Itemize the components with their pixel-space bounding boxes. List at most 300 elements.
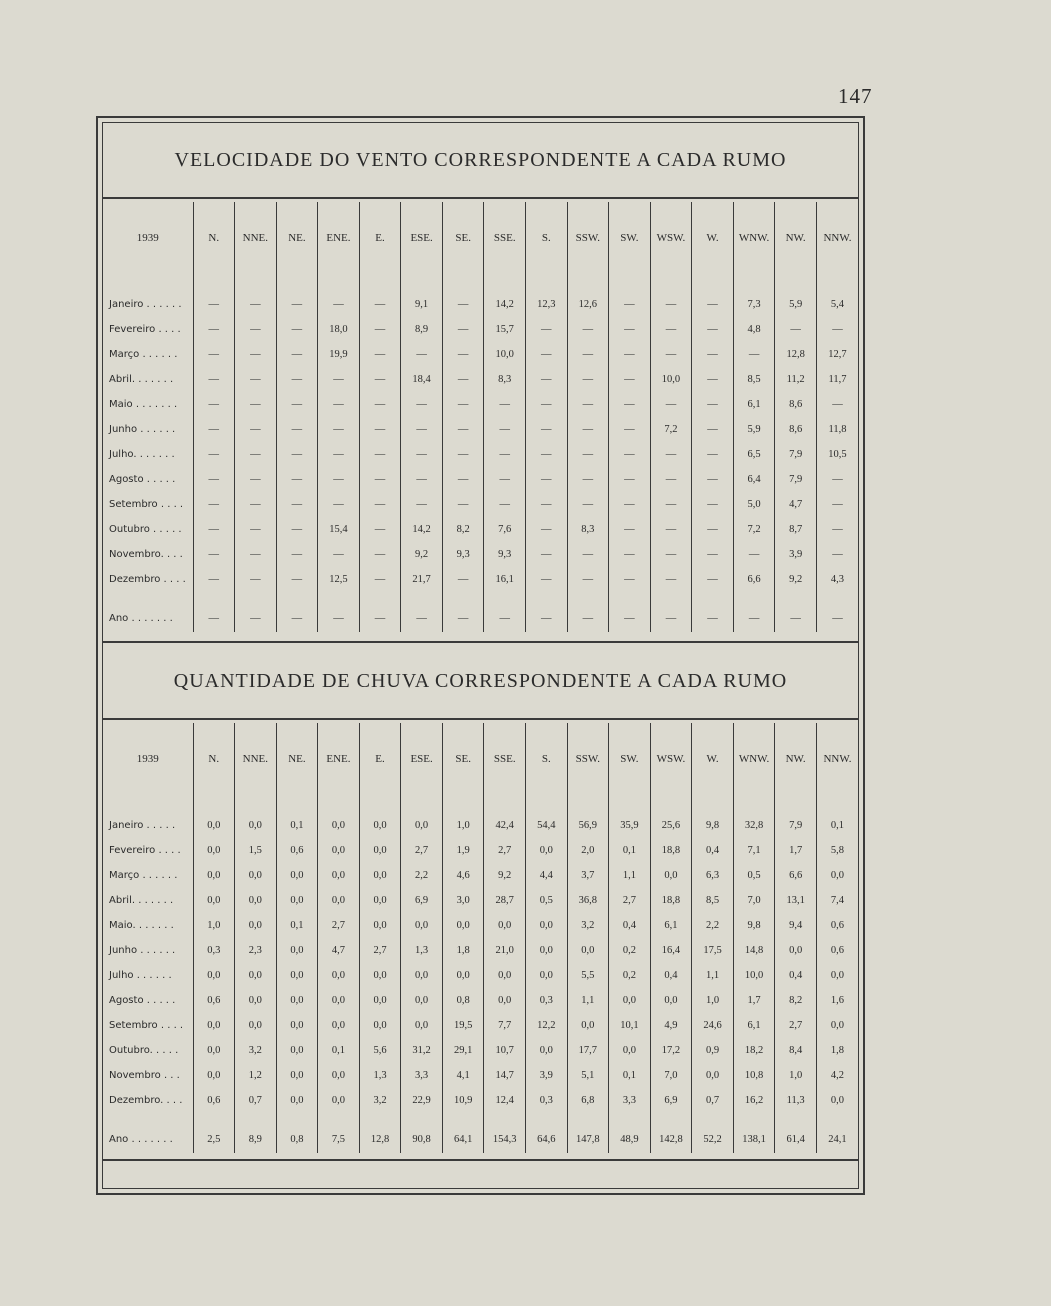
bottom-rule <box>103 1159 858 1161</box>
table-cell: — <box>359 292 401 317</box>
table-cell: — <box>442 317 484 342</box>
table-cell: — <box>318 492 360 517</box>
table-cell: 0,0 <box>193 888 235 913</box>
rain-title-rule <box>103 718 858 720</box>
table-cell: — <box>318 392 360 417</box>
table-cell: — <box>692 442 734 467</box>
table-cell: — <box>567 367 609 392</box>
table-cell: 2,7 <box>775 1013 817 1038</box>
table-cell: 8,6 <box>775 392 817 417</box>
month-label: Maio . . . . . . . <box>109 399 178 410</box>
table-cell: 1,3 <box>359 1063 401 1088</box>
table-cell: 9,8 <box>733 913 775 938</box>
table-cell: — <box>235 342 277 367</box>
table-cell: — <box>276 342 318 367</box>
year-total-cell: 147,8 <box>567 1125 609 1153</box>
table-cell: 5,9 <box>733 417 775 442</box>
month-label: Julho. . . . . . . <box>109 449 175 460</box>
table-cell: 4,7 <box>318 938 360 963</box>
table-cell: 19,9 <box>318 342 360 367</box>
month-label: Junho . . . . . . <box>109 424 176 435</box>
table-cell: 0,0 <box>692 1063 734 1088</box>
year-total-cell: — <box>193 604 235 632</box>
table-cell: — <box>526 567 568 592</box>
table-cell: 0,0 <box>359 913 401 938</box>
table-cell: 0,0 <box>359 888 401 913</box>
table-cell: 10,9 <box>442 1088 484 1113</box>
table-cell: 0,1 <box>276 813 318 838</box>
year-total-row <box>103 604 858 632</box>
table-cell: 4,4 <box>526 863 568 888</box>
table-cell: 1,5 <box>235 838 277 863</box>
table-cell: — <box>609 492 651 517</box>
table-cell: — <box>692 417 734 442</box>
table-cell: 0,6 <box>816 938 858 963</box>
table-cell: 9,3 <box>484 542 526 567</box>
table-cell: 12,5 <box>318 567 360 592</box>
wind-direction-header: S. <box>526 202 568 274</box>
table-cell: 12,4 <box>484 1088 526 1113</box>
table-cell: 0,0 <box>401 1013 443 1038</box>
table-cell: 0,0 <box>318 863 360 888</box>
table-cell: 0,0 <box>526 1038 568 1063</box>
table-cell: — <box>609 417 651 442</box>
spacer-row <box>103 274 858 292</box>
year-total-cell: — <box>775 604 817 632</box>
table-cell: — <box>692 567 734 592</box>
month-label: Agosto . . . . . <box>109 995 176 1006</box>
table-cell: 0,7 <box>235 1088 277 1113</box>
table-cell: — <box>442 467 484 492</box>
table-cell: 3,7 <box>567 863 609 888</box>
table-cell: 11,2 <box>775 367 817 392</box>
year-total-cell: 0,8 <box>276 1125 318 1153</box>
table-cell: — <box>442 392 484 417</box>
table-cell: — <box>526 417 568 442</box>
table-cell: — <box>567 442 609 467</box>
month-label: Julho . . . . . . <box>109 970 172 981</box>
table-row <box>103 542 858 567</box>
table-cell: 2,7 <box>401 838 443 863</box>
table-cell: 1,9 <box>442 838 484 863</box>
table-cell: — <box>401 492 443 517</box>
table-cell: 1,8 <box>442 938 484 963</box>
table-cell: 0,0 <box>484 963 526 988</box>
table-cell: 19,5 <box>442 1013 484 1038</box>
table-cell: 0,0 <box>567 938 609 963</box>
table-cell: 0,0 <box>442 913 484 938</box>
table-cell: — <box>526 517 568 542</box>
table-cell: 1,7 <box>775 838 817 863</box>
table-cell: 7,2 <box>650 417 692 442</box>
table-cell: 2,2 <box>401 863 443 888</box>
table-cell: 0,0 <box>526 838 568 863</box>
table-row <box>103 467 858 492</box>
month-label: Fevereiro . . . . <box>109 845 181 856</box>
table-cell: 2,7 <box>609 888 651 913</box>
table-cell: 0,0 <box>276 1063 318 1088</box>
table-cell: 14,2 <box>401 517 443 542</box>
table-cell: 4,8 <box>733 317 775 342</box>
table-cell: — <box>318 292 360 317</box>
table-cell: — <box>318 417 360 442</box>
table-cell: — <box>567 542 609 567</box>
table-row <box>103 938 858 963</box>
table-cell: — <box>650 392 692 417</box>
table-row <box>103 567 858 592</box>
table-cell: 0,0 <box>318 813 360 838</box>
table-cell: — <box>359 392 401 417</box>
table-cell: 1,1 <box>692 963 734 988</box>
table-cell: 0,0 <box>816 963 858 988</box>
wind-direction-header: WNW. <box>733 202 775 274</box>
table-cell: — <box>733 542 775 567</box>
table-cell: — <box>359 367 401 392</box>
year-total-cell: — <box>609 604 651 632</box>
table-cell: 16,4 <box>650 938 692 963</box>
month-label: Maio. . . . . . . <box>109 920 174 931</box>
table-cell: 9,2 <box>775 567 817 592</box>
wind-direction-header: NE. <box>276 202 318 274</box>
table-cell: 0,0 <box>193 1063 235 1088</box>
table-cell: 2,7 <box>484 838 526 863</box>
table-cell: — <box>276 442 318 467</box>
month-label: Junho . . . . . . <box>109 945 176 956</box>
table-cell: 7,0 <box>733 888 775 913</box>
table-cell: 9,8 <box>692 813 734 838</box>
table-cell: 14,8 <box>733 938 775 963</box>
table-cell: 7,1 <box>733 838 775 863</box>
table-cell: — <box>235 442 277 467</box>
table-cell: — <box>567 567 609 592</box>
table-cell: 6,5 <box>733 442 775 467</box>
table-cell: 3,2 <box>567 913 609 938</box>
wind-direction-header: N. <box>193 202 235 274</box>
table-cell: 0,2 <box>609 938 651 963</box>
table-cell: — <box>816 542 858 567</box>
table-cell: — <box>276 392 318 417</box>
table-cell: — <box>401 467 443 492</box>
table-row <box>103 1038 858 1063</box>
table-cell: 8,3 <box>567 517 609 542</box>
table-cell: 0,0 <box>318 838 360 863</box>
table-cell: 35,9 <box>609 813 651 838</box>
rain-section-title: QUANTIDADE DE CHUVA CORRESPONDENTE A CADA RUMO <box>173 670 788 692</box>
table-cell: 12,8 <box>775 342 817 367</box>
table-cell: — <box>609 442 651 467</box>
rain-direction-header: NW. <box>775 723 817 795</box>
table-cell: — <box>193 367 235 392</box>
table-cell: 9,4 <box>775 913 817 938</box>
table-cell: — <box>692 392 734 417</box>
table-cell: 0,0 <box>442 963 484 988</box>
year-total-cell: 52,2 <box>692 1125 734 1153</box>
table-frame-inner <box>102 122 859 1189</box>
table-cell: 11,7 <box>816 367 858 392</box>
rain-direction-header: SE. <box>442 723 484 795</box>
table-cell: 5,4 <box>816 292 858 317</box>
table-cell: 14,2 <box>484 292 526 317</box>
table-cell: 6,1 <box>733 392 775 417</box>
table-cell: 2,0 <box>567 838 609 863</box>
year-total-cell: — <box>816 604 858 632</box>
table-cell: — <box>359 467 401 492</box>
table-cell: 11,8 <box>816 417 858 442</box>
table-row <box>103 367 858 392</box>
table-cell: 0,0 <box>235 1013 277 1038</box>
table-cell: 4,7 <box>775 492 817 517</box>
wind-direction-header: WSW. <box>650 202 692 274</box>
table-cell: — <box>650 492 692 517</box>
table-cell: — <box>650 567 692 592</box>
table-cell: 10,0 <box>650 367 692 392</box>
table-cell: 16,2 <box>733 1088 775 1113</box>
table-cell: 0,0 <box>235 913 277 938</box>
table-cell: 0,1 <box>318 1038 360 1063</box>
table-cell: — <box>318 467 360 492</box>
table-cell: 0,0 <box>401 963 443 988</box>
table-cell: 21,7 <box>401 567 443 592</box>
rain-direction-header: SSE. <box>484 723 526 795</box>
table-cell: — <box>401 342 443 367</box>
table-cell: 0,0 <box>193 838 235 863</box>
table-cell: — <box>276 317 318 342</box>
table-cell: — <box>235 492 277 517</box>
table-cell: 2,3 <box>235 938 277 963</box>
table-cell: 0,6 <box>276 838 318 863</box>
table-cell: 10,1 <box>609 1013 651 1038</box>
table-cell: — <box>359 492 401 517</box>
table-cell: — <box>235 517 277 542</box>
spacer-row <box>103 795 858 813</box>
rain-quantity-table <box>103 723 858 1153</box>
table-cell: 0,0 <box>567 1013 609 1038</box>
table-cell: 0,9 <box>692 1038 734 1063</box>
page-number: 147 <box>838 84 873 108</box>
year-label: Ano . . . . . . . <box>109 612 173 624</box>
table-cell: — <box>567 417 609 442</box>
table-cell: 10,0 <box>733 963 775 988</box>
year-total-cell: 64,1 <box>442 1125 484 1153</box>
table-cell: 6,6 <box>775 863 817 888</box>
month-label: Janeiro . . . . . . <box>109 299 182 310</box>
table-cell: 14,7 <box>484 1063 526 1088</box>
table-cell: — <box>692 367 734 392</box>
table-cell: 8,4 <box>775 1038 817 1063</box>
table-cell: 5,8 <box>816 838 858 863</box>
table-cell: 0,0 <box>193 813 235 838</box>
year-total-cell: — <box>235 604 277 632</box>
table-cell: 8,5 <box>733 367 775 392</box>
table-cell: 18,4 <box>401 367 443 392</box>
wind-title-rule <box>103 197 858 199</box>
table-cell: — <box>650 442 692 467</box>
month-label: Dezembro. . . . <box>109 1095 183 1106</box>
table-cell: 42,4 <box>484 813 526 838</box>
table-cell: 18,8 <box>650 888 692 913</box>
table-cell: — <box>650 467 692 492</box>
table-cell: 1,1 <box>567 988 609 1013</box>
table-cell: — <box>650 542 692 567</box>
table-cell: 0,0 <box>526 963 568 988</box>
table-cell: 12,2 <box>526 1013 568 1038</box>
wind-header-row <box>103 202 858 274</box>
table-cell: 6,8 <box>567 1088 609 1113</box>
table-cell: 3,9 <box>526 1063 568 1088</box>
table-cell: 0,0 <box>276 888 318 913</box>
table-cell: 7,3 <box>733 292 775 317</box>
table-cell: 0,1 <box>609 838 651 863</box>
table-cell: — <box>609 342 651 367</box>
table-cell: 0,0 <box>484 913 526 938</box>
table-cell: 0,2 <box>609 963 651 988</box>
year-total-cell: — <box>526 604 568 632</box>
table-cell: 8,5 <box>692 888 734 913</box>
table-cell: — <box>235 392 277 417</box>
table-cell: 8,2 <box>775 988 817 1013</box>
year-total-cell: 24,1 <box>816 1125 858 1153</box>
table-cell: 6,3 <box>692 863 734 888</box>
table-cell: — <box>692 317 734 342</box>
year-total-cell: — <box>401 604 443 632</box>
table-cell: — <box>484 392 526 417</box>
table-cell: — <box>692 517 734 542</box>
table-cell: — <box>816 517 858 542</box>
month-label: Janeiro . . . . . <box>109 820 176 831</box>
table-cell: — <box>442 492 484 517</box>
table-cell: — <box>401 392 443 417</box>
table-cell: 16,1 <box>484 567 526 592</box>
month-label: Setembro . . . . <box>109 499 184 510</box>
table-cell: — <box>775 317 817 342</box>
table-row <box>103 517 858 542</box>
table-cell: 3,2 <box>235 1038 277 1063</box>
table-cell: — <box>526 367 568 392</box>
year-total-cell: 90,8 <box>401 1125 443 1153</box>
table-cell: — <box>609 467 651 492</box>
table-cell: 0,3 <box>526 988 568 1013</box>
table-cell: 12,3 <box>526 292 568 317</box>
table-cell: 0,0 <box>235 888 277 913</box>
table-cell: 5,0 <box>733 492 775 517</box>
table-cell: 0,0 <box>276 963 318 988</box>
table-cell: 24,6 <box>692 1013 734 1038</box>
wind-direction-header: SSE. <box>484 202 526 274</box>
table-cell: 17,7 <box>567 1038 609 1063</box>
table-cell: 21,0 <box>484 938 526 963</box>
table-cell: 0,0 <box>609 1038 651 1063</box>
table-cell: — <box>193 492 235 517</box>
year-total-cell: — <box>484 604 526 632</box>
table-cell: 8,2 <box>442 517 484 542</box>
table-cell: — <box>526 317 568 342</box>
rain-year-header: 1939 <box>136 753 159 765</box>
table-cell: — <box>609 367 651 392</box>
table-cell: 4,9 <box>650 1013 692 1038</box>
wind-direction-header: E. <box>359 202 401 274</box>
table-row <box>103 392 858 417</box>
table-cell: 0,0 <box>650 863 692 888</box>
table-row <box>103 888 858 913</box>
table-cell: 1,7 <box>733 988 775 1013</box>
year-total-cell: — <box>692 604 734 632</box>
year-total-cell: 142,8 <box>650 1125 692 1153</box>
table-cell: 0,0 <box>816 863 858 888</box>
table-cell: — <box>276 542 318 567</box>
table-cell: 3,3 <box>401 1063 443 1088</box>
table-cell: — <box>193 317 235 342</box>
table-cell: 0,0 <box>193 863 235 888</box>
table-cell: — <box>193 467 235 492</box>
table-cell: 0,0 <box>318 1088 360 1113</box>
table-cell: — <box>442 567 484 592</box>
table-cell: 0,0 <box>235 988 277 1013</box>
table-cell: 18,0 <box>318 317 360 342</box>
table-cell: 3,9 <box>775 542 817 567</box>
table-cell: 6,9 <box>650 1088 692 1113</box>
table-cell: 0,1 <box>609 1063 651 1088</box>
table-row <box>103 492 858 517</box>
table-cell: 8,6 <box>775 417 817 442</box>
table-cell: 22,9 <box>401 1088 443 1113</box>
wind-direction-header: NW. <box>775 202 817 274</box>
table-cell: 0,0 <box>193 963 235 988</box>
year-total-cell: 2,5 <box>193 1125 235 1153</box>
table-cell: — <box>733 342 775 367</box>
table-cell: 0,0 <box>318 988 360 1013</box>
table-cell: — <box>484 442 526 467</box>
table-cell: 0,0 <box>359 838 401 863</box>
table-cell: — <box>318 542 360 567</box>
table-cell: 1,1 <box>609 863 651 888</box>
table-cell: 11,3 <box>775 1088 817 1113</box>
table-cell: 0,0 <box>276 863 318 888</box>
table-cell: — <box>526 442 568 467</box>
table-cell: 12,7 <box>816 342 858 367</box>
year-total-cell: 64,6 <box>526 1125 568 1153</box>
table-cell: 10,5 <box>816 442 858 467</box>
table-cell: 0,0 <box>276 938 318 963</box>
table-cell: 1,6 <box>816 988 858 1013</box>
table-cell: 0,0 <box>359 813 401 838</box>
table-cell: 0,6 <box>193 988 235 1013</box>
table-cell: — <box>484 492 526 517</box>
table-cell: 0,5 <box>733 863 775 888</box>
wind-direction-header: NNW. <box>816 202 858 274</box>
table-cell: 0,0 <box>359 863 401 888</box>
table-cell: — <box>526 492 568 517</box>
table-cell: — <box>401 417 443 442</box>
table-cell: 0,0 <box>276 1038 318 1063</box>
month-label: Setembro . . . . <box>109 1020 184 1031</box>
table-cell: 1,0 <box>692 988 734 1013</box>
table-cell: 4,6 <box>442 863 484 888</box>
wind-direction-header: ENE. <box>318 202 360 274</box>
wind-direction-header: SE. <box>442 202 484 274</box>
table-cell: 0,4 <box>692 838 734 863</box>
month-label: Novembro. . . . <box>109 549 183 560</box>
year-total-cell: — <box>359 604 401 632</box>
table-cell: 10,7 <box>484 1038 526 1063</box>
table-cell: — <box>359 442 401 467</box>
table-cell: 0,0 <box>401 913 443 938</box>
table-cell: 28,7 <box>484 888 526 913</box>
table-cell: 6,4 <box>733 467 775 492</box>
month-label: Março . . . . . . <box>109 349 178 360</box>
table-cell: 1,0 <box>775 1063 817 1088</box>
table-cell: 56,9 <box>567 813 609 838</box>
wind-table-body <box>103 274 858 632</box>
